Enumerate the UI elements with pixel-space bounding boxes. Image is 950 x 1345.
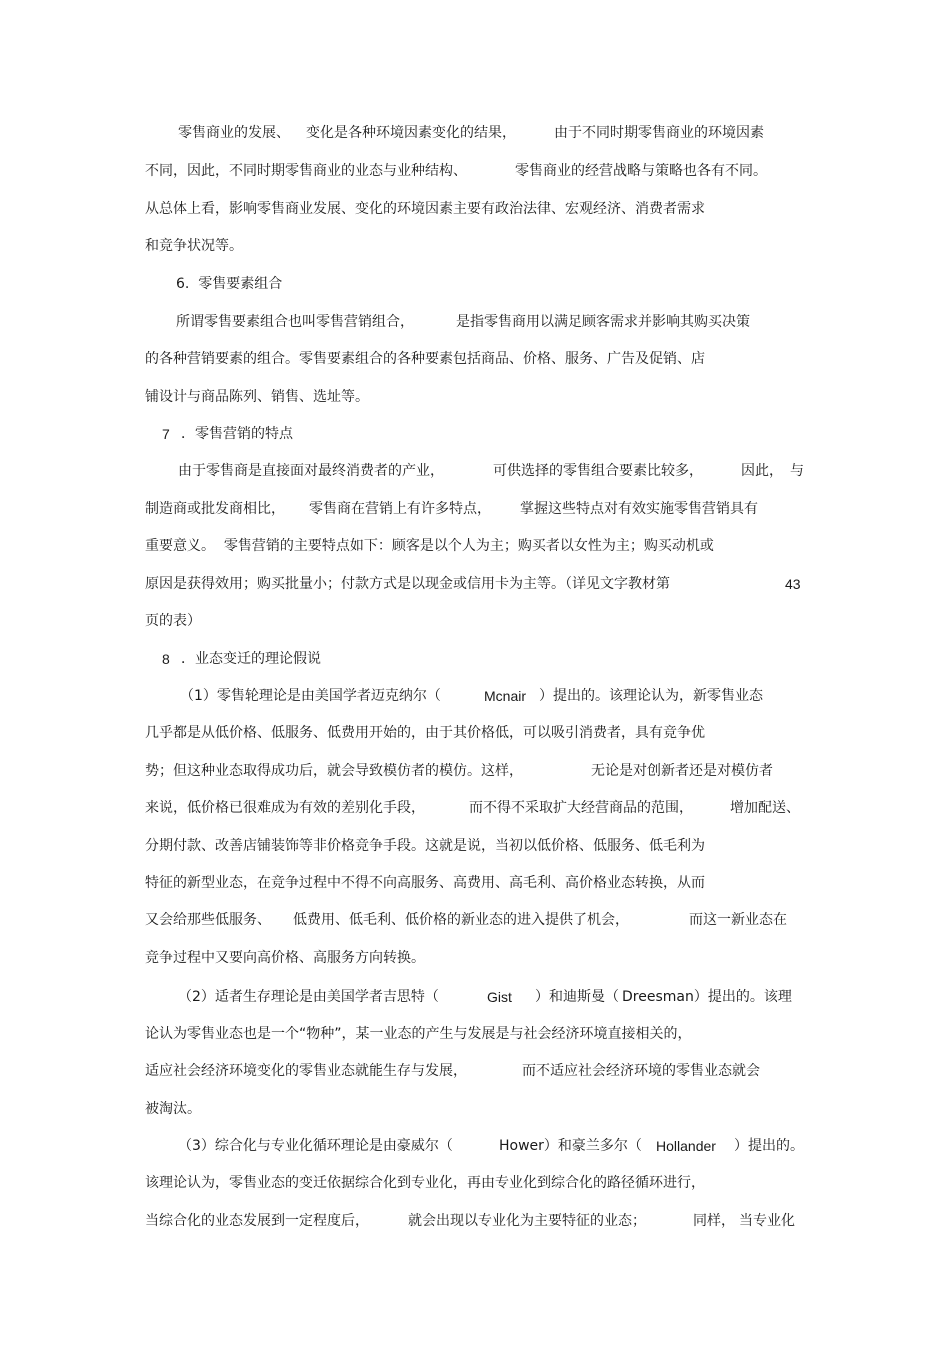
text-line-28-seg-4: ）提出的。 (734, 1138, 804, 1154)
text-line-26-seg-2: 而不适应社会经济环境的零售业态就会 (522, 1063, 760, 1079)
text-line-11-seg-2: 零售商在营销上有许多特点， (309, 501, 491, 517)
text-line-24-seg-1: （2）适者生存理论是由美国学者吉思特（ (178, 989, 439, 1005)
text-line-28-seg-1: （3）综合化与专业化循环理论是由豪威尔（ (178, 1138, 453, 1154)
text-line-21-seg-1: 特征的新型业态，在竞争过程中不得不向高服务、高费用、高毛利、高价格业态转换，从而 (145, 875, 705, 891)
text-line-13-seg-2: 43 (785, 576, 801, 592)
text-line-1-seg-2: 变化是各种环境因素变化的结果， (306, 125, 516, 141)
text-line-30-seg-2: 就会出现以专业化为主要特征的业态； (408, 1213, 646, 1229)
text-line-2-seg-1: 不同，因此，不同时期零售商业的业态与业种结构、 (145, 163, 467, 179)
text-line-16-seg-2: Mcnair (484, 688, 527, 704)
text-line-10-seg-4: 与 (790, 463, 804, 479)
text-line-15-seg-2: ．业态变迁的理论假说 (181, 651, 321, 667)
text-line-19-seg-1: 来说，低价格已很难成为有效的差别化手段， (145, 800, 425, 816)
text-line-22-seg-1: 又会给那些低服务、 (145, 912, 271, 928)
text-line-24-seg-4: Dreesman）提出的。该理 (622, 989, 792, 1005)
text-line-10-seg-2: 可供选择的零售组合要素比较多， (493, 463, 703, 479)
text-line-29-seg-1: 该理论认为，零售业态的变迁依据综合化到专业化，再由专业化到综合化的路径循环进行， (145, 1175, 705, 1191)
text-line-30-seg-1: 当综合化的业态发展到一定程度后， (145, 1213, 369, 1229)
text-line-15-seg-1: 8 (162, 651, 170, 667)
text-line-11-seg-1: 制造商或批发商相比， (145, 501, 285, 517)
text-line-19-seg-2: 而不得不采取扩大经营商品的范围， (469, 800, 693, 816)
text-line-1-seg-3: 由于不同时期零售商业的环境因素 (554, 125, 764, 141)
text-line-30-seg-3: 同样， (693, 1213, 735, 1229)
text-line-25-seg-1: 论认为零售业态也是一个“物种”，某一业态的产生与发展是与社会经济环境直接相关的， (145, 1026, 692, 1042)
text-line-28-seg-3: Hollander (656, 1138, 716, 1154)
text-line-19-seg-3: 增加配送、 (730, 800, 800, 816)
text-line-30-seg-4: 当专业化 (739, 1213, 795, 1229)
text-line-23-seg-1: 竞争过程中又要向高价格、高服务方向转换。 (145, 950, 425, 966)
text-line-8-seg-1: 铺设计与商品陈列、销售、选址等。 (145, 389, 369, 405)
text-line-3-seg-1: 从总体上看，影响零售商业发展、变化的环境因素主要有政治法律、宏观经济、消费者需求 (145, 201, 705, 217)
text-line-26-seg-1: 适应社会经济环境变化的零售业态就能生存与发展， (145, 1063, 467, 1079)
text-line-7-seg-1: 的各种营销要素的组合。零售要素组合的各种要素包括商品、价格、服务、广告及促销、店 (145, 351, 705, 367)
text-line-10-seg-3: 因此， (741, 463, 783, 479)
text-line-9-seg-2: ．零售营销的特点 (181, 426, 293, 442)
text-line-1-seg-1: 零售商业的发展、 (178, 125, 290, 141)
text-line-6-seg-2: 是指零售商用以满足顾客需求并影响其购买决策 (456, 314, 750, 330)
text-line-24-seg-3: ）和迪斯曼（ (535, 989, 619, 1005)
text-line-2-seg-2: 零售商业的经营战略与策略也各有不同。 (515, 163, 767, 179)
text-line-18-seg-2: 无论是对创新者还是对模仿者 (591, 763, 773, 779)
text-line-14-seg-1: 页的表） (145, 613, 201, 629)
text-line-10-seg-1: 由于零售商是直接面对最终消费者的产业， (178, 463, 444, 479)
text-line-28-seg-2: Hower）和豪兰多尔（ (499, 1138, 642, 1154)
text-line-20-seg-1: 分期付款、改善店铺装饰等非价格竞争手段。这就是说，当初以低价格、低服务、低毛利为 (145, 838, 705, 854)
text-line-18-seg-1: 势；但这种业态取得成功后，就会导致模仿者的模仿。这样， (145, 763, 523, 779)
text-line-11-seg-3: 掌握这些特点对有效实施零售营销具有 (520, 501, 758, 517)
text-line-22-seg-3: 而这一新业态在 (689, 912, 787, 928)
text-line-12-seg-1: 重要意义。 零售营销的主要特点如下：顾客是以个人为主；购买者以女性为主；购买动机或 (145, 538, 714, 554)
text-line-6-seg-1: 所谓零售要素组合也叫零售营销组合， (176, 314, 414, 330)
text-line-17-seg-1: 几乎都是从低价格、低服务、低费用开始的，由于其价格低，可以吸引消费者，具有竞争优 (145, 725, 705, 741)
text-line-22-seg-2: 低费用、低毛利、低价格的新业态的进入提供了机会， (293, 912, 629, 928)
text-line-16-seg-3: ）提出的。该理论认为，新零售业态 (539, 688, 763, 704)
text-line-4-seg-1: 和竞争状况等。 (145, 238, 243, 254)
text-line-13-seg-1: 原因是获得效用；购买批量小；付款方式是以现金或信用卡为主等。（详见文字教材第 (145, 576, 670, 592)
text-line-9-seg-1: 7 (162, 426, 170, 442)
text-line-24-seg-2: Gist (487, 989, 512, 1005)
text-line-16-seg-1: （1）零售轮理论是由美国学者迈克纳尔（ (180, 688, 441, 704)
text-line-27-seg-1: 被淘汰。 (145, 1101, 201, 1117)
text-line-5-seg-1: 6. 零售要素组合 (176, 276, 283, 292)
